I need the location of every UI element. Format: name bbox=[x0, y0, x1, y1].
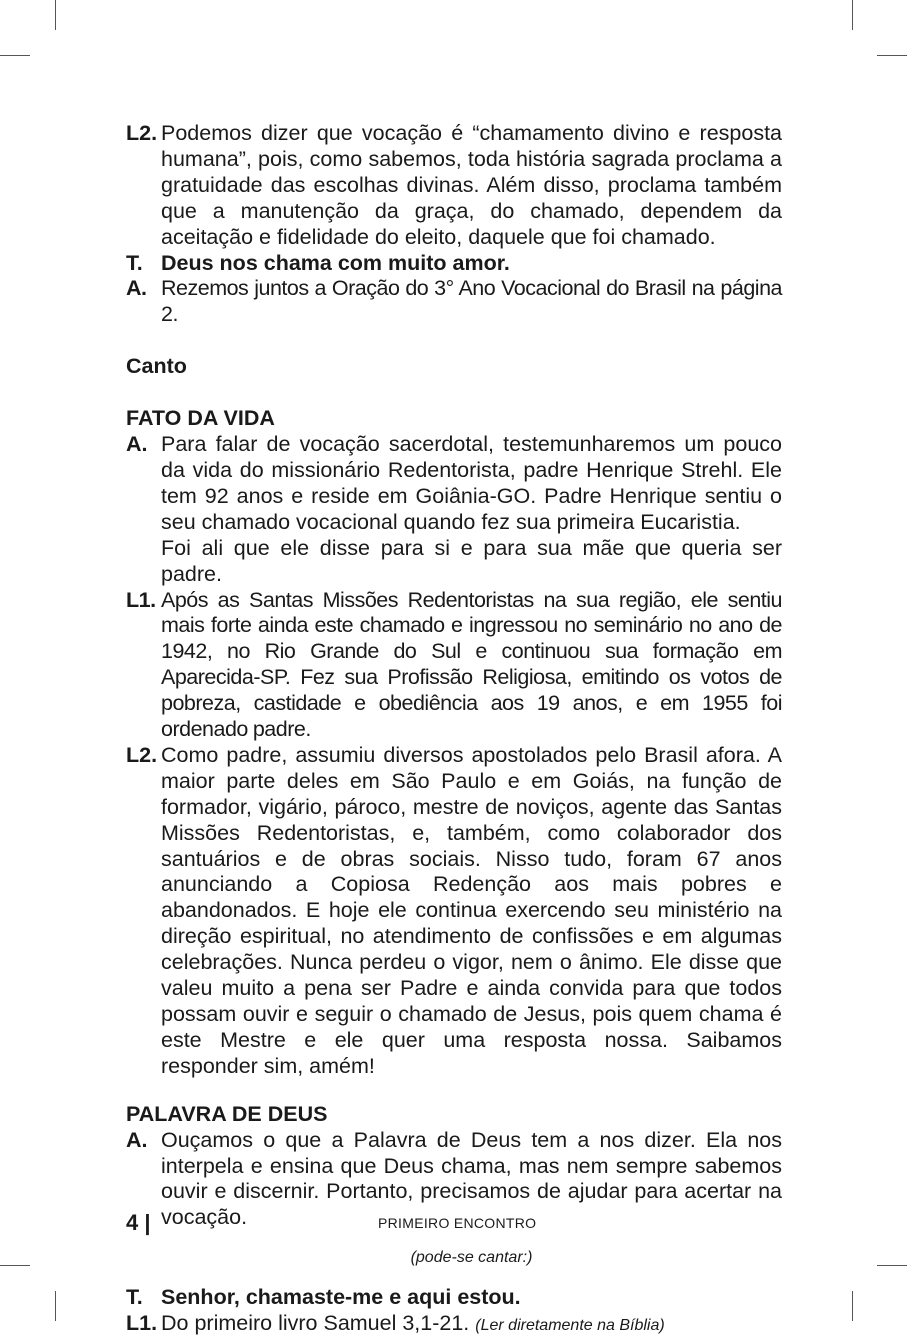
paragraph-text: Rezemos juntos a Oração do 3° Ano Vocacional do Brasil na página 2. bbox=[161, 276, 782, 327]
speaker-tag: L1. bbox=[126, 587, 156, 612]
crop-mark bbox=[55, 0, 56, 30]
speaker-tag: L2. bbox=[126, 121, 158, 145]
paragraph-text: Senhor, chamaste-me e aqui estou. bbox=[161, 1285, 521, 1310]
page-body bbox=[126, 121, 782, 1339]
paragraph-l2-intro bbox=[126, 121, 782, 251]
speaker-tag: T. bbox=[126, 1285, 143, 1310]
cantar-note: (pode-se cantar:) bbox=[410, 1249, 533, 1267]
paragraph-palavra-t bbox=[126, 1285, 782, 1311]
crop-mark bbox=[0, 55, 30, 56]
paragraph-text: Foi ali que ele disse para si e para sua mãe que queria ser padre. bbox=[161, 535, 782, 586]
speaker-tag: A. bbox=[126, 432, 148, 457]
speaker-tag: L1. bbox=[126, 1311, 158, 1336]
speaker-tag: A. bbox=[126, 1127, 148, 1152]
paragraph-palavra-l1 bbox=[126, 1311, 782, 1339]
speaker-tag: L2. bbox=[126, 742, 158, 767]
crop-mark bbox=[877, 55, 907, 56]
section-heading-fato: FATO DA VIDA bbox=[126, 406, 275, 431]
paragraph-fato-l1 bbox=[126, 588, 782, 743]
page-footer bbox=[126, 1210, 782, 1240]
speaker-tag: T. bbox=[126, 250, 143, 275]
section-heading-canto: Canto bbox=[126, 354, 187, 379]
crop-mark bbox=[877, 1265, 907, 1266]
crop-mark bbox=[852, 0, 853, 30]
page-number: 4 | bbox=[126, 1210, 151, 1235]
section-heading-palavra: PALAVRA DE DEUS bbox=[126, 1101, 328, 1126]
paragraph-text: Do primeiro livro Samuel 3,1-21. bbox=[161, 1311, 470, 1336]
running-title: PRIMEIRO ENCONTRO bbox=[378, 1215, 537, 1231]
paragraph-fato-l2 bbox=[126, 743, 782, 1080]
paragraph-text: Deus nos chama com muito amor. bbox=[161, 250, 510, 275]
paragraph-a-intro bbox=[126, 276, 782, 328]
paragraph-text: Ouçamos o que a Palavra de Deus tem a nos dizer. Ela nos interpela e ensina que Deus chama, mas nem sempre sabemos ouvir e discernir. Portanto, precisamos de ajudar para acertar na vocação. bbox=[161, 1127, 782, 1230]
paragraph-text: Após as Santas Missões Redentoristas na sua região, ele sentiu mais forte ainda este chamado e ingressou no seminário no ano de 1942, no Rio Grande do Sul e continuou sua formação em Aparecida-SP. Fez sua Profissão Religiosa, emitindo os votos de pobreza, castidade e obediência aos 19 anos, e em 1955 foi ordenado padre. bbox=[161, 587, 782, 742]
crop-mark bbox=[55, 1291, 56, 1321]
crop-mark bbox=[852, 1291, 853, 1321]
paragraph-text: Como padre, assumiu diversos apostolados pelo Brasil afora. A maior parte deles em São Paulo e em Goiás, na função de formador, vigário, pároco, mestre de noviços, agente das Santas Missões Redentoristas, e, também, como colaborador dos santuários e de obras sociais. Nisso tudo, foram 67 anos anunciando a Copiosa Redenção aos mais pobres e abandonados. E hoje ele continua exercendo seu ministério na direção espiritual, no atendimento de confissões e em algumas celebrações. Nunca perdeu o vigor, nem o ânimo. Ele disse que valeu muito a pena ser Padre e ainda convida para que todos possam ouvir e seguir o chamado de Jesus, pois quem chama é este Mestre e ele quer uma resposta nossa. Saibamos responder sim, amém! bbox=[161, 742, 782, 1078]
paragraph-t-intro bbox=[126, 251, 782, 277]
reading-note: (Ler diretamente na Bíblia) bbox=[475, 1317, 665, 1335]
paragraph-fato-a-continued bbox=[126, 536, 782, 588]
speaker-tag: A. bbox=[126, 276, 147, 301]
crop-mark bbox=[0, 1265, 30, 1266]
paragraph-text: Podemos dizer que vocação é “chamamento divino e resposta humana”, pois, como sabemos, toda história sagrada proclama a gratuidade das escolhas divinas. Além disso, proclama também que a manutenção da graça, do chamado, dependem da aceitação e fidelidade do eleito, daquele que foi chamado. bbox=[161, 121, 782, 249]
paragraph-text: Para falar de vocação sacerdotal, testemunharemos um pouco da vida do missionário Redentorista, padre Henrique Strehl. Ele tem 92 anos e reside em Goiânia-GO. Padre Henrique sentiu o seu chamado vocacional quando fez sua primeira Eucaristia. bbox=[161, 432, 782, 534]
paragraph-fato-a bbox=[126, 432, 782, 536]
